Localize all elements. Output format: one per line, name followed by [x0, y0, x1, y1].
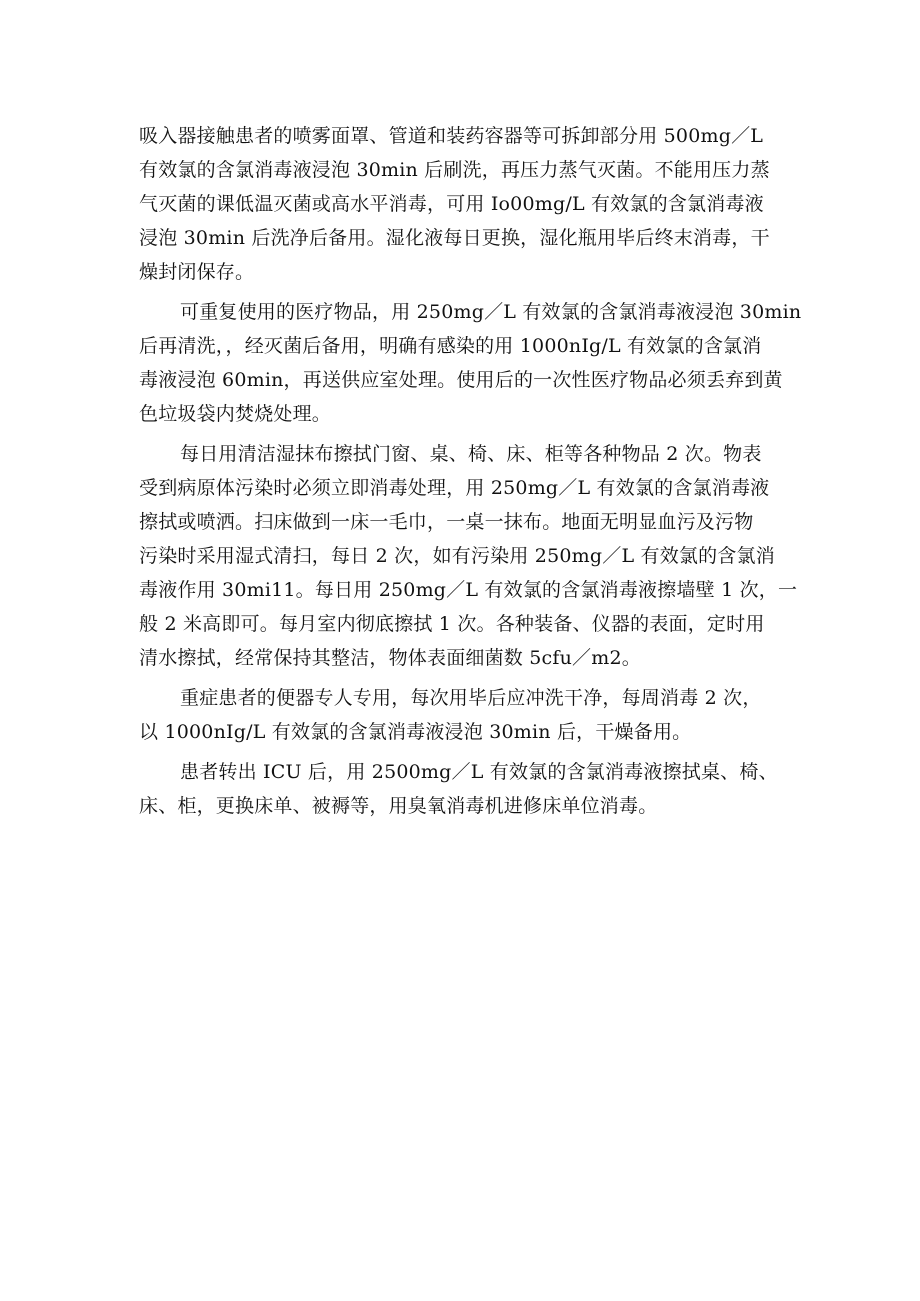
text-line: 污染时采用湿式清扫，每日 2 次，如有污染用 250mg／L 有效氯的含氯消 — [139, 545, 775, 567]
text-line: 清水擦拭，经常保持其整洁，物体表面细菌数 5cfu／m2。 — [139, 647, 641, 669]
paragraph-daily-cleaning — [139, 437, 798, 675]
text-line: 色垃圾袋内焚烧处理。 — [139, 403, 332, 425]
document-body — [139, 119, 802, 829]
text-line: 以 1000nIg/L 有效氯的含氯消毒液浸泡 30min 后，干燥备用。 — [139, 721, 692, 743]
text-line: 床、柜，更换床单、被褥等，用臭氧消毒机进修床单位消毒。 — [139, 795, 658, 817]
text-line: 吸入器接触患者的喷雾面罩、管道和装药容器等可拆卸部分用 500mg／L — [139, 125, 764, 147]
text-line: 浸泡 30min 后洗净后备用。湿化液每日更换，湿化瓶用毕后终末消毒，干 — [139, 227, 770, 249]
paragraph-icu-transfer — [139, 755, 789, 823]
text-line: 后再清洗，，经灭菌后备用，明确有感染的用 1000nIg/L 有效氯的含氯消 — [139, 335, 762, 357]
paragraph-bedpan — [139, 681, 789, 749]
text-line: 燥封闭保存。 — [139, 261, 255, 283]
text-line: 受到病原体污染时必须立即消毒处理，用 250mg／L 有效氯的含氯消毒液 — [139, 477, 770, 499]
text-line: 般 2 米高即可。每月室内彻底擦拭 1 次。各种装备、仪器的表面，定时用 — [139, 613, 765, 635]
paragraph-inhaler-disinfection — [139, 119, 789, 289]
text-line: 患者转出 ICU 后，用 2500mg／L 有效氯的含氯消毒液擦拭桌、椅、 — [180, 761, 778, 783]
text-line: 毒液浸泡 60min，再送供应室处理。使用后的一次性医疗物品必须丢弃到黄 — [139, 369, 783, 391]
text-line: 可重复使用的医疗物品，用 250mg／L 有效氯的含氯消毒液浸泡 30min — [180, 301, 802, 323]
text-line: 擦拭或喷洒。扫床做到一床一毛巾，一桌一抹布。地面无明显血污及污物 — [139, 511, 754, 533]
text-line: 有效氯的含氯消毒液浸泡 30min 后刷洗，再压力蒸气灭菌。不能用压力蒸 — [139, 159, 770, 181]
text-line: 重症患者的便器专人专用，每次用毕后应冲洗干净，每周消毒 2 次， — [180, 687, 762, 709]
text-line: 每日用清洁湿抹布擦拭门窗、桌、椅、床、柜等各种物品 2 次。物表 — [180, 443, 762, 465]
paragraph-reusable-items — [139, 295, 802, 431]
text-line: 毒液作用 30mi11。每日用 250mg／L 有效氯的含氯消毒液擦墙壁 1 次，一 — [139, 579, 798, 601]
text-line: 气灭菌的课低温灭菌或高水平消毒，可用 Io00mg/L 有效氯的含氯消毒液 — [139, 193, 764, 215]
